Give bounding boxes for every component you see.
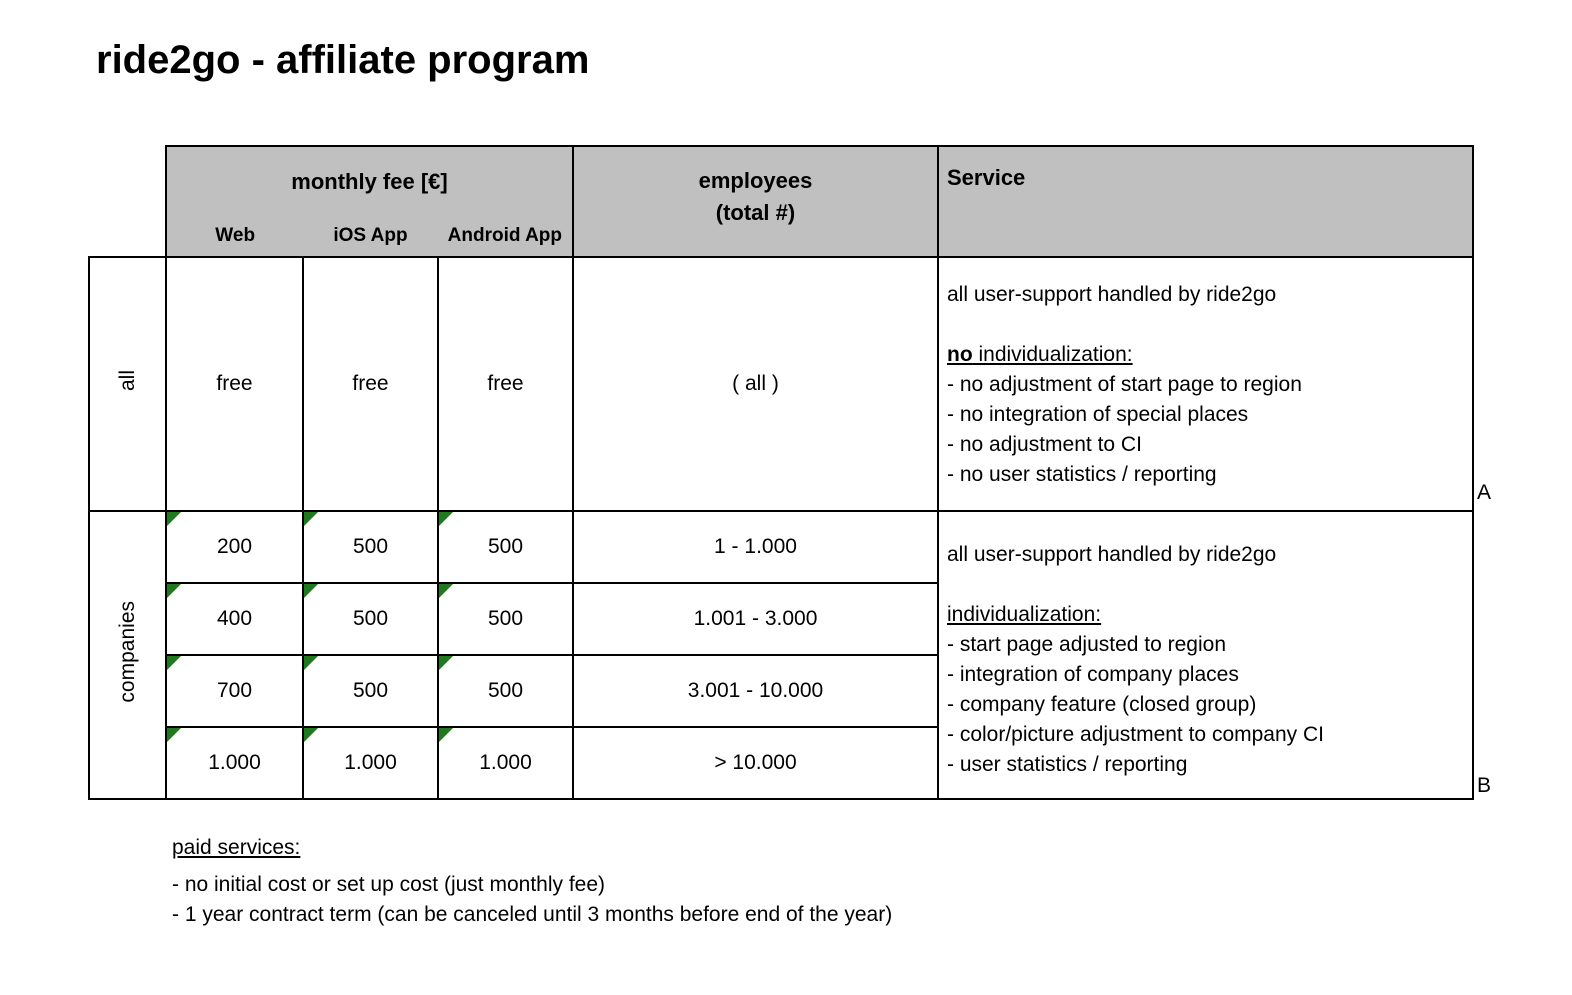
fee-cell-android: 1.000: [438, 727, 573, 799]
fee-cell-android: 500: [438, 655, 573, 727]
fee-cell-web: 200: [166, 511, 303, 583]
row-group-label-all: all: [115, 370, 139, 392]
employees-label-line1: employees: [698, 168, 813, 193]
side-label-a: A: [1477, 481, 1492, 504]
employees-cell: 3.001 - 10.000: [573, 655, 938, 727]
fee-cell-web: 1.000: [166, 727, 303, 799]
comment-marker-icon: [304, 728, 318, 742]
side-label-b: B: [1477, 774, 1492, 797]
comment-marker-icon: [439, 728, 453, 742]
fee-cell-android: 500: [438, 511, 573, 583]
comment-marker-icon: [167, 728, 181, 742]
service-bullet: - no integration of special places: [947, 403, 1249, 426]
service-intro: all user-support handled by ride2go: [947, 283, 1277, 306]
employees-label-line2: (total #): [715, 200, 796, 225]
service-cell-companies: [938, 511, 1473, 799]
service-cell-all: [938, 257, 1473, 511]
row-companies-1: [89, 511, 1473, 583]
service-bullet: - start page adjusted to region: [947, 633, 1227, 656]
fee-cell-ios: 500: [303, 511, 438, 583]
fee-cell-android: free: [438, 257, 573, 511]
fee-subheader-ios: iOS App: [333, 225, 408, 246]
comment-marker-icon: [439, 584, 453, 598]
pricing-table: [88, 145, 1474, 800]
service-bullet: - integration of company places: [947, 663, 1239, 686]
service-bullet: - no adjustment to CI: [947, 433, 1142, 456]
fee-cell-web: 700: [166, 655, 303, 727]
row-all: [89, 257, 1473, 511]
fee-cell-web: free: [166, 257, 303, 511]
employees-cell: ( all ): [573, 257, 938, 511]
comment-marker-icon: [439, 512, 453, 526]
employees-cell: 1.001 - 3.000: [573, 583, 938, 655]
monthly-fee-label: monthly fee [€]: [291, 169, 448, 194]
comment-marker-icon: [304, 656, 318, 670]
service-bullet: - user statistics / reporting: [947, 753, 1188, 776]
comment-marker-icon: [304, 584, 318, 598]
fee-cell-ios: free: [303, 257, 438, 511]
service-bullet: - company feature (closed group): [947, 693, 1257, 716]
fee-cell-ios: 500: [303, 655, 438, 727]
footer: [172, 833, 892, 930]
comment-marker-icon: [167, 584, 181, 598]
comment-marker-icon: [439, 656, 453, 670]
service-header-cell: Service: [938, 146, 1473, 257]
employees-cell: > 10.000: [573, 727, 938, 799]
fee-cell-ios: 500: [303, 583, 438, 655]
fee-subheader-android: Android App: [447, 225, 562, 246]
fee-subheaders: [167, 225, 572, 247]
corner-spacer: [89, 146, 166, 257]
service-bullet: - no user statistics / reporting: [947, 463, 1217, 486]
comment-marker-icon: [167, 656, 181, 670]
page-title: ride2go - affiliate program: [96, 38, 590, 82]
header-row: [89, 146, 1473, 257]
fee-cell-android: 500: [438, 583, 573, 655]
footer-bullet: - no initial cost or set up cost (just monthly fee): [172, 873, 606, 896]
fee-subheader-web: Web: [215, 225, 256, 246]
service-heading: individualization:: [947, 603, 1102, 626]
monthly-fee-header-cell: [166, 146, 573, 257]
row-group-label-companies-cell: [89, 511, 166, 799]
row-group-label-companies: companies: [115, 601, 139, 703]
employees-header-cell: [573, 146, 938, 257]
footer-heading: paid services:: [172, 836, 301, 859]
footer-bullet: - 1 year contract term (can be canceled until 3 months before end of the year): [172, 903, 893, 926]
comment-marker-icon: [304, 512, 318, 526]
service-intro: all user-support handled by ride2go: [947, 543, 1277, 566]
service-bullet: - no adjustment of start page to region: [947, 373, 1302, 396]
comment-marker-icon: [167, 512, 181, 526]
service-heading: no individualization:: [947, 343, 1133, 366]
employees-cell: 1 - 1.000: [573, 511, 938, 583]
pricing-table-wrap: [88, 145, 1474, 800]
service-bullet: - color/picture adjustment to company CI: [947, 723, 1324, 746]
row-group-label-all-cell: [89, 257, 166, 511]
fee-cell-web: 400: [166, 583, 303, 655]
fee-cell-ios: 1.000: [303, 727, 438, 799]
